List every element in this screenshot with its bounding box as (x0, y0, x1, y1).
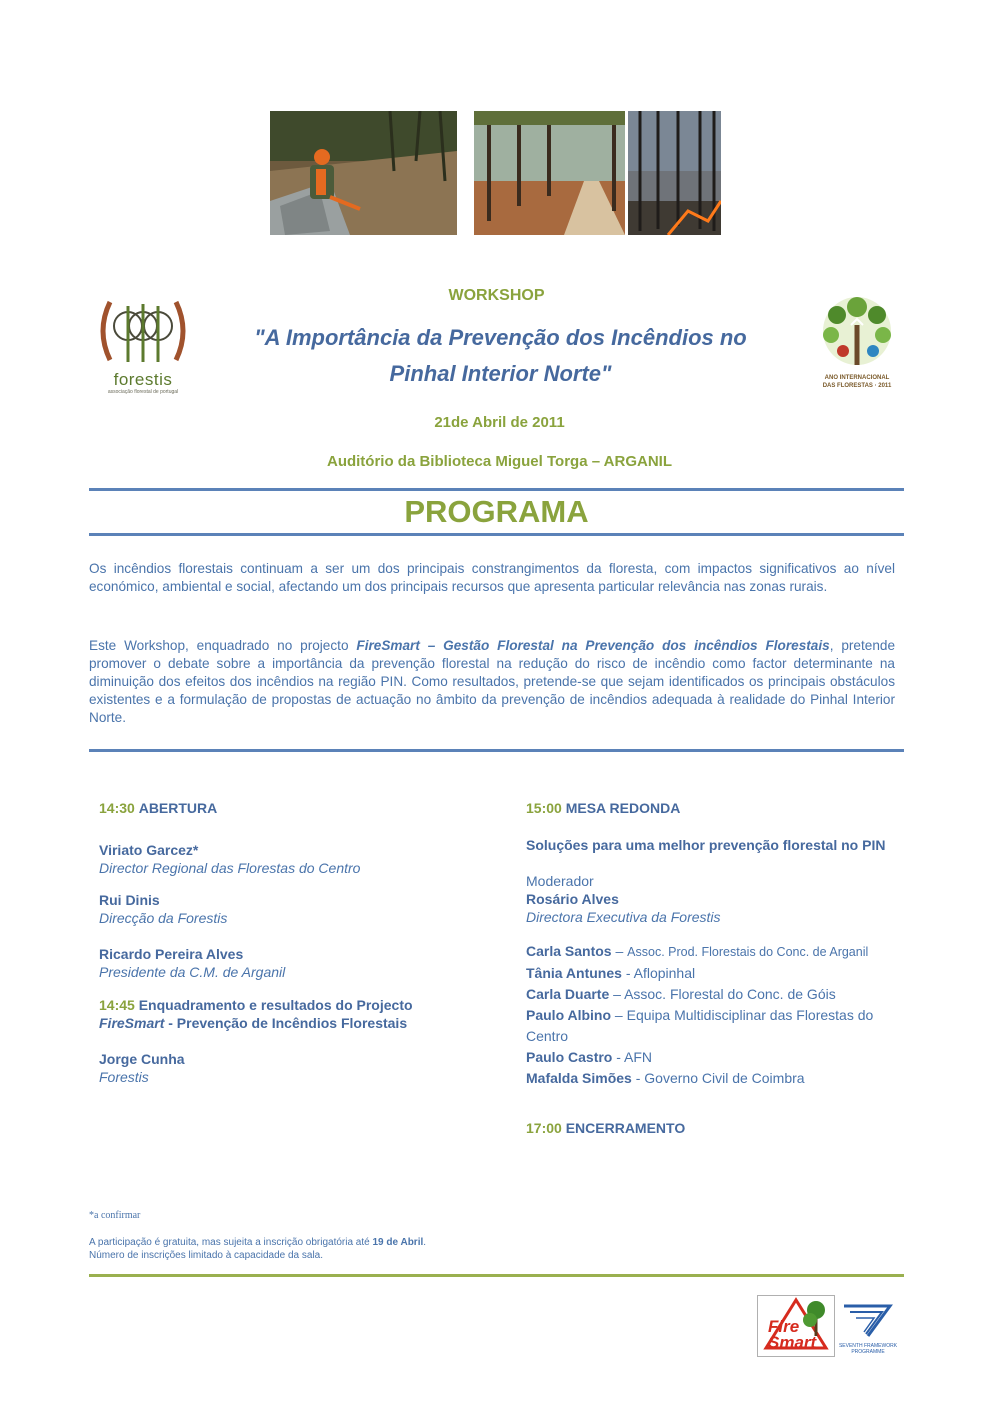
session-time: 14:30 (99, 800, 135, 816)
round-table-topic: Soluções para uma melhor prevenção florestal no PIN (526, 837, 886, 853)
firesmart-project-name: FireSmart – Gestão Florestal na Prevenção dos incêndios Florestais (356, 638, 830, 653)
panelist (526, 984, 898, 1005)
event-date: 21de Abril de 2011 (434, 414, 565, 431)
programa-heading: PROGRAMA (404, 494, 589, 529)
session-title: MESA REDONDA (565, 800, 681, 816)
intro-paragraph-1: Os incêndios florestais continuam a ser um dos principais constrangimentos da floresta, com impactos significativos ao nível económico, ambiental e social, afectando um dos principais recursos que apresenta particular relevância nas zonas rurais. (89, 561, 895, 594)
intro-paragraph-2 (89, 637, 895, 727)
session-title: ENCERRAMENTO (565, 1120, 686, 1136)
forestis-name: forestis (113, 370, 173, 389)
panelist-org: AFN (624, 1049, 653, 1065)
panelist-name: Paulo Albino (526, 1007, 612, 1023)
session-time: 17:00 (526, 1120, 562, 1136)
panelist-org: Assoc. Prod. Florestais do Conc. de Arganil (627, 945, 869, 959)
panelist-org: Governo Civil de Coimbra (644, 1070, 805, 1086)
panelist (526, 941, 898, 963)
panelist-name: Carla Santos (526, 943, 612, 959)
panelist-name: Mafalda Simões (526, 1070, 632, 1086)
firesmart-label: FireSmart (99, 1015, 165, 1031)
workshop-label: WORKSHOP (448, 287, 545, 304)
fp7-emblem (838, 1300, 898, 1338)
intro-p2-start: Este Workshop, enquadrado no projecto (89, 638, 357, 653)
program-left-column (99, 799, 499, 1086)
firesmart-fire: Fire (768, 1317, 800, 1336)
speaker-role: Presidente da C.M. de Arganil (99, 964, 286, 980)
panelist-name: Carla Duarte (526, 986, 610, 1002)
firesmart-smart: Smart (768, 1333, 817, 1352)
speaker-role: Director Regional das Florestas do Centro (99, 860, 361, 876)
panelist-sep: - (621, 965, 634, 981)
registration-text: A participação é gratuita, mas sujeita a inscrição obrigatória até (89, 1237, 373, 1248)
panelist-name: Tânia Antunes (526, 965, 622, 981)
divider-top (89, 488, 904, 491)
registration-end: . (423, 1237, 427, 1248)
forestis-tagline: associação florestal de portugal (107, 389, 179, 395)
panelist-org: Equipa Multidisciplinar das Florestas do Centro (526, 1007, 874, 1044)
session-time: 15:00 (526, 800, 562, 816)
photo-pine-firebreak (474, 111, 625, 235)
moderator-label: Moderador (526, 873, 594, 889)
session-title: Enquadramento e resultados do Projecto (138, 997, 413, 1013)
speaker-role: Direcção da Forestis (99, 910, 228, 926)
panelist-sep: - (612, 1049, 625, 1065)
photo-controlled-burn (628, 111, 721, 235)
divider-intro (89, 749, 904, 752)
speaker-name: Ricardo Pereira Alves (99, 946, 244, 962)
moderator-name: Rosário Alves (526, 891, 619, 907)
program-right-column (526, 799, 898, 1137)
panelist-sep: – (609, 986, 625, 1002)
firesmart-logo (757, 1295, 835, 1357)
session-abertura (99, 799, 499, 817)
panelist (526, 1005, 898, 1047)
registration-note (89, 1237, 426, 1249)
speaker-name: Rui Dinis (99, 892, 160, 908)
session-title: ABERTURA (138, 800, 218, 816)
confirm-note: *a confirmar (89, 1210, 141, 1221)
panelist-org: Aflopinhal (633, 965, 696, 981)
session-subtitle (99, 1014, 499, 1032)
panelist-name: Paulo Castro (526, 1049, 613, 1065)
panelist-org: Assoc. Florestal do Conc. de Góis (624, 986, 836, 1002)
registration-deadline: 19 de Abril (372, 1237, 424, 1248)
fp7-line1: SEVENTH FRAMEWORK (838, 1343, 898, 1349)
divider-programa (89, 533, 904, 536)
capacity-note: Número de inscrições limitado à capacidade da sala. (89, 1250, 324, 1261)
panelist-sep: – (611, 943, 628, 959)
moderator-role: Directora Executiva da Forestis (526, 909, 721, 925)
fp7-logo (838, 1300, 898, 1355)
panelist-sep: – (611, 1007, 627, 1023)
panelist (526, 1068, 898, 1089)
speaker-name: Viriato Garcez* (99, 842, 199, 858)
fp7-line2: PROGRAMME (851, 1349, 885, 1355)
session-subtitle-rest: - Prevenção de Incêndios Florestais (164, 1015, 408, 1031)
session-time: 14:45 (99, 997, 135, 1013)
speaker-name: Jorge Cunha (99, 1051, 185, 1067)
workshop-title-line1: "A Importância da Prevenção dos Incêndios no (254, 325, 747, 350)
panelist-sep: - (631, 1070, 645, 1086)
panelist (526, 963, 898, 984)
speaker-role: Forestis (99, 1069, 149, 1085)
session-encerramento (526, 1119, 898, 1137)
intro-p2-rest: , pretende promover o debate sobre a importância da prevenção florestal na redução do risco de incêndio como factor determinante na diminuição dos efeitos dos incêndios na região PIN. Como resultados, pretende-se que sejam identificados os principais obstáculos existentes e a formulação de propostas de actuação no âmbito da prevenção de incêndios adequada à realidade do Pinhal Interior Norte. (89, 638, 896, 725)
divider-footer (89, 1274, 904, 1277)
session-enquadramento (99, 996, 499, 1014)
das-florestas-text: DAS FLORESTAS · 2011 (822, 383, 892, 389)
panelist (526, 1047, 898, 1068)
event-venue: Auditório da Biblioteca Miguel Torga – ARGANIL (326, 453, 672, 470)
session-mesa-redonda (526, 799, 898, 817)
photo-forest-worker (270, 111, 457, 235)
workshop-title-line2: Pinhal Interior Norte" (389, 361, 612, 386)
ano-internacional-text: ANO INTERNACIONAL (824, 375, 890, 381)
